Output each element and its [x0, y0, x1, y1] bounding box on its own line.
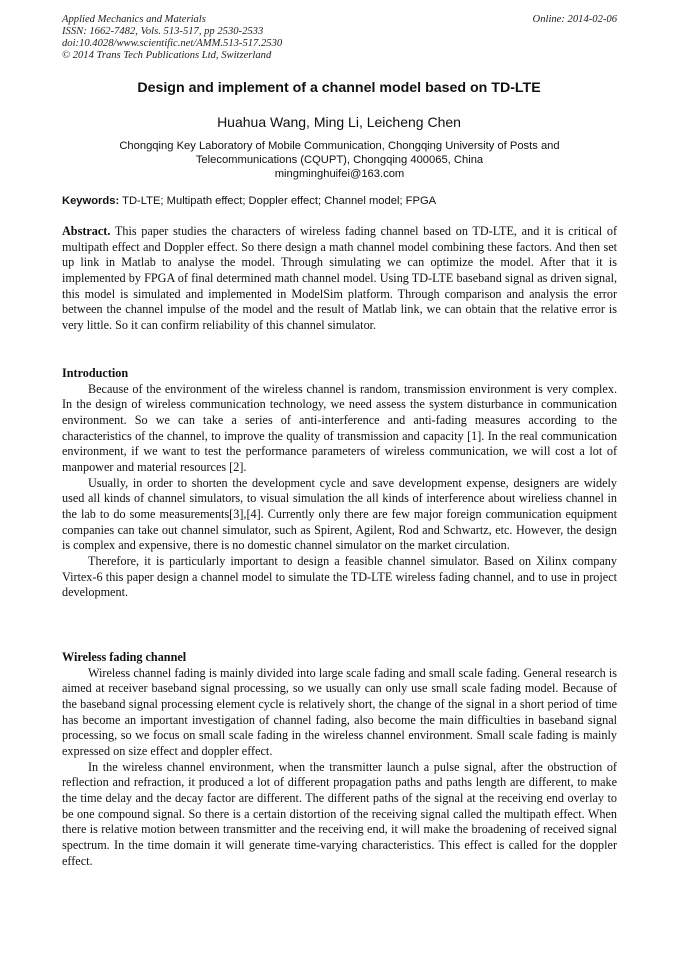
- fading-channel-section: [62, 650, 617, 869]
- affiliation: [62, 139, 617, 181]
- keywords-text: TD-LTE; Multipath effect; Doppler effect; Channel model; FPGA: [122, 195, 437, 207]
- keywords-line: [62, 195, 617, 207]
- abstract-paragraph: [62, 224, 617, 334]
- fading-paragraph-1: Wireless channel fading is mainly divided into large scale fading and small scale fading. General research is aimed at receiver baseband signal processing, so we usually can only use small scale fading model. Because of the baseband signal processing element cycle is relatively short, the change of the signal in a short period of time has become an important investigation of channel fading, also become the main difficulties in baseband signal processing, so we focus on small scale fading in the wireless channel environment. Small scale fading is mainly expressed on size effect and doppler effect.: [62, 665, 617, 758]
- introduction-paragraph-2: Usually, in order to shorten the development cycle and save development expense, designers are widely used all kinds of channel simulators, to visual simulation the all kinds of interference about wireliess channel in the lab to do some measurements[3],[4]. Currently only there are few major foreign communication equipment companies can take out channel simulator, such as Spirent, Agilent, Rod and Schwartz, etc. However, the design is complex and expensive, there is no domestic channel simulator on the market circulation.: [62, 475, 617, 553]
- author-list: Huahua Wang, Ming Li, Leicheng Chen: [217, 114, 461, 130]
- keywords-label: Keywords:: [62, 195, 120, 207]
- journal-name: Applied Mechanics and Materials: [62, 14, 206, 25]
- abstract-text: This paper studies the characters of wireless fading channel based on TD-LTE, and it is critical of multipath effect and Doppler effect. So there design a math channel model combining these factors. And then set up link in Matlab to analyse the model. Through simulating we can optimize the model. After that it is implemented by FPGA of final determined math channel model. Using TD-LTE baseband signal as driven signal, this model is simulated and implemented in ModelSim platform. Through comparison and analysis the error between the channel impulse of the model and the result of Matlab link, we can obtain that the relative error is very little. So it can confirm reliability of this channel simulator.: [62, 224, 618, 332]
- paper-title: Design and implement of a channel model based on TD-LTE: [137, 80, 541, 96]
- journal-header: [62, 14, 617, 62]
- online-date: Online: 2014-02-06: [532, 14, 617, 25]
- issn-line: ISSN: 1662-7482, Vols. 513-517, pp 2530-2533: [62, 26, 264, 37]
- fading-channel-heading: Wireless fading channel: [62, 650, 187, 664]
- introduction-paragraph-3: Therefore, it is particularly important to design a feasible channel simulator. Based on Xilinx company Virtex-6 this paper design a channel model to simulate the TD-LTE wireless fading channel, and to use in project development.: [62, 553, 617, 600]
- abstract-label: Abstract.: [62, 224, 111, 238]
- affiliation-line-2: Telecommunications (CQUPT), Chongqing 400065, China: [195, 154, 484, 166]
- affiliation-line-1: Chongqing Key Laboratory of Mobile Communication, Chongqing University of Posts and: [119, 140, 560, 152]
- fading-paragraph-2: In the wireless channel environment, when the transmitter launch a pulse signal, after the obstruction of reflection and refraction, it produced a lot of different propagation paths and paths length are different, to make the time delay and the decay factor are different. The different paths of the signal at the receiving end overlay to be one compound signal. So there is a certain distortion of the receiving signal called the multipath effect. When there is relative motion between transmitter and the receiving end, it will make the broadening of received signal spectrum. In the time domain it will generate time-varying characteristics. This effect is called for the doppler effect.: [62, 759, 617, 868]
- abstract-section: [62, 224, 617, 334]
- introduction-paragraph-1: Because of the environment of the wireless channel is random, transmission environment is very complex. In the design of wireless communication technology, we need assess the system disturbance in communication environment. So we can take a series of anti-interference and anti-fading measures according to the characteristics of the channel, to improve the quality of transmission and capacity [1]. In the real communication environment, if we want to test the performance parameters of wireless communication, we will cost a lot of manpower and material resources [2].: [62, 381, 617, 474]
- author-email: mingminghuifei@163.com: [274, 168, 405, 180]
- doi-line: doi:10.4028/www.scientific.net/AMM.513-517.2530: [62, 38, 283, 49]
- introduction-heading: Introduction: [62, 366, 129, 380]
- introduction-section: [62, 366, 617, 601]
- copyright-line: © 2014 Trans Tech Publications Ltd, Switzerland: [62, 50, 272, 61]
